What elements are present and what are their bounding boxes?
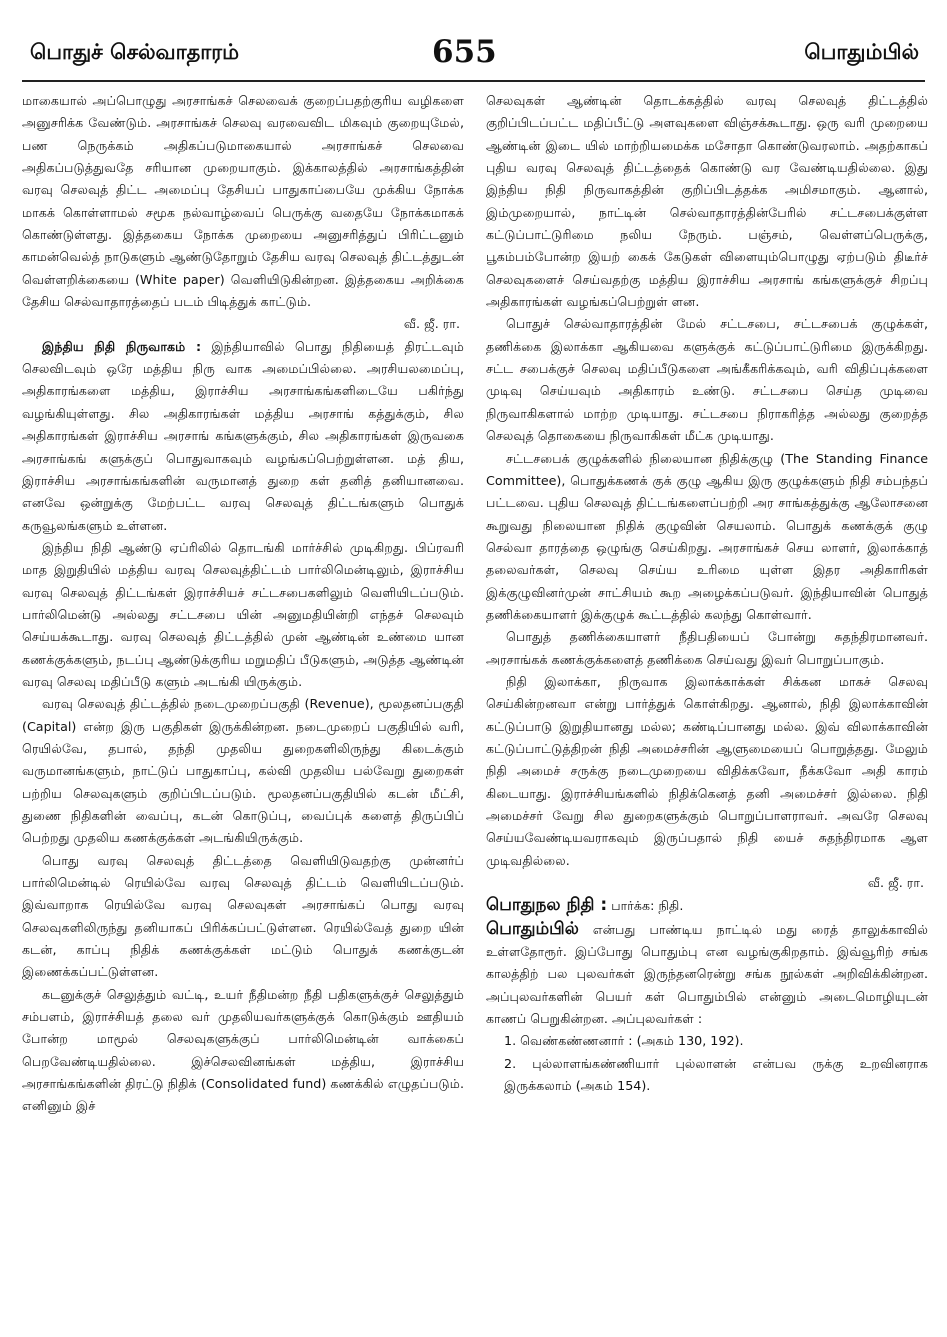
paragraph: செலவுகள் ஆண்டின் தொடக்கத்தில் வரவு செலவுத் திட்டத்தில் குறிப்பிடப்பட்ட மதிப்பீட்டு அளவுகளை விஞ்சக்கூடாது. ஒரு வரி முறையை ஆண்டின் இடை யில் மாற்றியமைக்க மசோதா கொண்டுவரலாம். அதற்காகப் புதிய வரவு செலவுத் திட்டத்தைக் கொண்டு வர வேண்டியதில்லை. இது இந்திய நிதி நிருவாகத்தின் குறிப்பிடத்தக்க அமிசமாகும். ஆனால், இம்முறையால், நாட்டின் செல்வாதாரத்தின்பேரில் சட்டசபைக்குள்ள கட்டுப்பாட்டுரிமை நலிய நேரும். பஞ்சம், வெள்ளப்பெருக்கு, பூகம்பம்போன்ற இயற் கைக் கேடுகள் விளையும்பொழுது ஏற்படும் திடீர்ச் செலவுகளைச் செய்வதற்கு மத்திய இராச்சிய அரசாங் கங்களுக்குச் சிறப்பு அதிகாரங்கள் வழங்கப்பெற்றுள் ளன. [486, 93, 928, 310]
section-heading: இந்திய நிதி நிருவாகம் : [42, 338, 202, 354]
paragraph: நிதி இலாக்கா, நிருவாக இலாக்காக்கள் சிக்கன மாகச் செலவு செய்கின்றனவா என்று பார்த்துக் கொள்கிறது. ஆனால், நிதி இலாக்காவின் கட்டுப்பாடு இறுதியானது மல்ல; கண்டிப்பானது மல்ல. இவ் விலாக்காவின் கட்டுப்பாட்டுத்திறன் நிதி அமைச்சரின் ஆளுமையைப் பொறுத்தது. மேலும் நிதி அமைச் சருக்கு நடைமுறையை விதிக்கவோ, நீக்கவோ அதி காரம் கிடையாது. இராச்சியங்களில் நிதிக்கெனத் தனி அமைச்சர் இல்லை. நிதி அமைச்சர் வேறு சில துறைகளுக்கும் பொறுப்பாளராவர். அவரே செலவு செய்யவேண்டியவராகவும் இருப்பதால் நிதி யைச் சுதந்திரமாக ஆள முடிவதில்லை. [486, 673, 928, 868]
paragraph: கடனுக்குச் செலுத்தும் வட்டி, உயர் நீதிமன்ற நீதி பதிகளுக்குச் செலுத்தும் சம்பளம், இராச்சியத் தலை வர் முதலியவர்களுக்குக் கொடுக்கும் ஊதியம் போன்ற மாமூல் செலவுகளுக்குப் பார்லிமென்டின் வாக்கைப் பெறவேண்டியதில்லை. இச்செலவினங்கள் மத்திய, இராச்சிய அரசாங்கங்களின் திரட்டு நிதிக் (Consolidated fund) கணக்கில் எழுதப்படும். எனினும் இச் [22, 986, 464, 1114]
author-signature: வீ. ஜீ. ரா. [403, 316, 460, 332]
left-column [22, 90, 464, 1300]
running-head-right: பொதும்பில் [804, 40, 919, 64]
page-number: 655 [432, 34, 497, 70]
paragraph: சட்டசபைக் குழுக்களில் நிலையான நிதிக்குழு (The Standing Finance Committee), பொதுக்கணக் குக் குழு ஆகிய இரு குழுக்களும் நிதி சம்பந்தப் பட்டவை. புதிய செலவுத் திட்டங்களைப்பற்றி அர சாங்கத்துக்கு ஆலோசனை கூறுவது நிலையான நிதிக் குழுவின் செயலாம். பொதுக் கணக்குக் குழு செல்வா தாரத்தை ஒழுங்கு செய்கிறது. அரசாங்கச் செய லாளர், இலாக்காத் தலைவர்கள், செலவு செய்ய உரிமை யுள்ள இதர அதிகாரிகள் இக்குழுவினர்முன் சாட்சியம் கூற அழைக்கப்படுவர். இந்தியாவின் பொதுத் தணிக்கையாளர் இக்குழுக் கூட்டத்தில் கலந்து கொள்வார். [486, 450, 928, 622]
entry-heading: பொதுநல நிதி : [486, 895, 608, 916]
running-head-left: பொதுச் செல்வாதாரம் [30, 40, 239, 64]
page-header [22, 34, 925, 74]
paragraph: இந்திய நிதி ஆண்டு ஏப்ரிலில் தொடங்கி மார்ச்சில் முடிகிறது. பிப்ரவரி மாத இறுதியில் மத்திய வரவு செலவுத்திட்டம் பார்லிமென்டிலும், இராச்சிய வரவு செலவுத் திட்டங்கள் இராச்சியச் சட்டசபைகளிலும் வெளியிடப்படும். பார்லிமென்டு அல்லது சட்டசபை யின் அனுமதியின்றி எந்தச் செலவும் செய்யக்கூடாது. வரவு செலவுத் திட்டத்தில் முன் ஆண்டின் உண்மை யான கணக்குக்களும், நடப்பு ஆண்டுக்குரிய மறுமதிப் பீடுகளும், அடுத்த ஆண்டின் வரவு செலவு மதிப்பீடு களும் அடங்கி யிருக்கும். [22, 539, 464, 689]
entry-heading: பொதும்பில் [486, 918, 579, 939]
paragraph: பொதுச் செல்வாதாரத்தின் மேல் சட்டசபை, சட்டசபைக் குழுக்கள், தணிக்கை இலாக்கா ஆகியவை களுக்குக் கட்டுப்பாட்டுரிமை இருக்கிறது. சட்ட சபைக்குச் செலவு மதிப்பீடுகளை அங்கீகரிக்கவும், வரி விதிப்புக்களை முடிவு செய்யவும் அதிகாரம் உண்டு. சட்டசபை செய்த முடிவை நிருவாகிகளால் மாற்ற முடியாது. சட்டசபை நிராகரித்த அல்லது குறைத்த செலவுத் தொகையை நிருவாகிகள் மீட்க முடியாது. [486, 316, 928, 444]
paragraph: வரவு செலவுத் திட்டத்தில் நடைமுறைப்பகுதி (Revenue), மூலதனப்பகுதி (Capital) என்ற இரு பகுதிகள் இருக்கின்றன. நடைமுறைப் பகுதியில் வரி, ரெயில்வே, தபால், தந்தி முதலிய துறைகளிலிருந்து கிடைக்கும் வருமானங்களும், நாட்டுப் பாதுகாப்பு, கல்வி முதலிய பல்வேறு துறைகள் பற்றிய செலவுகளும் குறிப்பிடப்படும். மூலதனப்பகுதியில் கடன் மீட்சி, துணை நிதிகளின் வைப்பு, கடன் கொடுப்பு, வைப்புக் களைத் திருப்பிப் பெற்றது முதலிய கணக்குக்கள் அடங்கியிருக்கும். [22, 696, 464, 846]
paragraph: பொது வரவு செலவுத் திட்டத்தை வெளியிடுவதற்கு முன்னர்ப் பார்லிமென்டில் ரெயில்வே வரவு செலவுத் திட்டம் வெளியிடப்படும். இவ்வாறாக ரெயில்வே வரவு செலவுகள் அரசாங்கப் பொது வரவு செலவுகளிலிருந்து தனியாகப் பிரிக்கப்பட்டுள்ளன. ரெயில்வேத் துறை யின் கடன், காப்பு நிதிக் கணக்குக்கள் மட்டும் பொதுக் கணக்குடன் இணைக்கப்பட்டுள்ளன. [22, 852, 464, 980]
paragraph: என்பது பாண்டிய நாட்டில் மது ரைத் தாலுக்காவில் உள்ளதோரூர். இப்போது பொதும்பு என வழங்குகிறதாம். இவ்வூரிற் சங்க காலத்திற் பல புலவர்கள் இருந்தனரென்று சங்க நூல்கள் அறிவிக்கின்றன. அப்புலவர்களின் பெயர் கள் பொதும்பில் என்னும் அடைமொழியுடன் காணப் பெறுகின்றன. அப்புலவர்கள் : [486, 921, 928, 1027]
list-item: 2. புல்லாளங்கண்ணியார் புல்லாளன் என்பவ ருக்கு உறவினராக இருக்கலாம் (அகம் 154). [504, 1055, 928, 1094]
header-rule [22, 80, 925, 82]
paragraph: இந்தியாவில் பொது நிதியைத் திரட்டவும் செலவிடவும் ஒரே மத்திய நிரு வாக அமைப்பில்லை. அரசியலமைப்பு, அதிகாரங்களை மத்திய, இராச்சிய அரசாங்கங்களிடையே பகிர்ந்து வழங்கியுள்ளது. சில அதிகாரங்கள் மத்திய அரசாங் கத்துக்கும், சில அதிகாரங்கள் இராச்சிய அரசாங் கங்களுக்கும், சில அதிகாரங்கள் இருவகை அரசாங்கங் களுக்குப் பொதுவாகவும் வழங்கப்பெற்றுள்ளன. மத் திய, இராச்சிய அரசாங்கங்களின் வருமானத் துறை கள் தனித் தனியானவை. எனவே ஒன்றுக்கு மேற்பட்ட வரவு செலவுத் திட்டங்களும் பொதுக் கருவூலங்களும் உள்ளன. [22, 338, 464, 533]
list-item: 1. வெண்கண்ணனார் : (அகம் 130, 192). [504, 1033, 744, 1049]
right-column [486, 90, 928, 1300]
paragraph: மாகையால் அப்பொழுது அரசாங்கச் செலவைக் குறைப்பதற்குரிய வழிகளை அனுசரிக்க வேண்டும். அரசாங்கச் செலவு வரவைவிட மிகவும் குறையுமேல், பண நெருக்கம் அதிகப்படுமாகையால் அரசாங்கச் செலவை அதிகப்படுத்துவதே சரியான முறையாகும். இக்காலத்தில் அரசாங்கத்தின் வரவு செலவுத் திட்ட அமைப்பு தேசியப் பாதுகாப்பையே முக்கிய நோக்க மாகக் கொள்ளாமல் சமூக நல்வாழ்வைப் பெருக்கு வதையே நோக்கமாகக் கொண்டுள்ளது. இத்தகைய நோக்க முறையை அனுசரித்துப் பிரிட்டனும் காமன்வெல்த் நாடுகளும் ஆண்டுதோறும் தேசிய வரவு செலவுத் திட்டத்துடன் வெள்ளறிக்கையை (White paper) வெளியிடுகின்றன. இத்தகைய அறிக்கை தேசிய செல்வாதாரத்தைப் படம் பிடித்துக் காட்டும். [22, 93, 464, 310]
author-signature: வீ. ஜீ. ரா. [867, 875, 924, 891]
paragraph: பொதுத் தணிக்கையாளர் நீதிபதியைப் போன்று சுதந்திரமானவர். அரசாங்கக் கணக்குக்களைத் தணிக்கை செய்வது இவர் பொறுப்பாகும். [486, 629, 928, 667]
cross-reference: பார்க்க: நிதி. [611, 898, 684, 914]
